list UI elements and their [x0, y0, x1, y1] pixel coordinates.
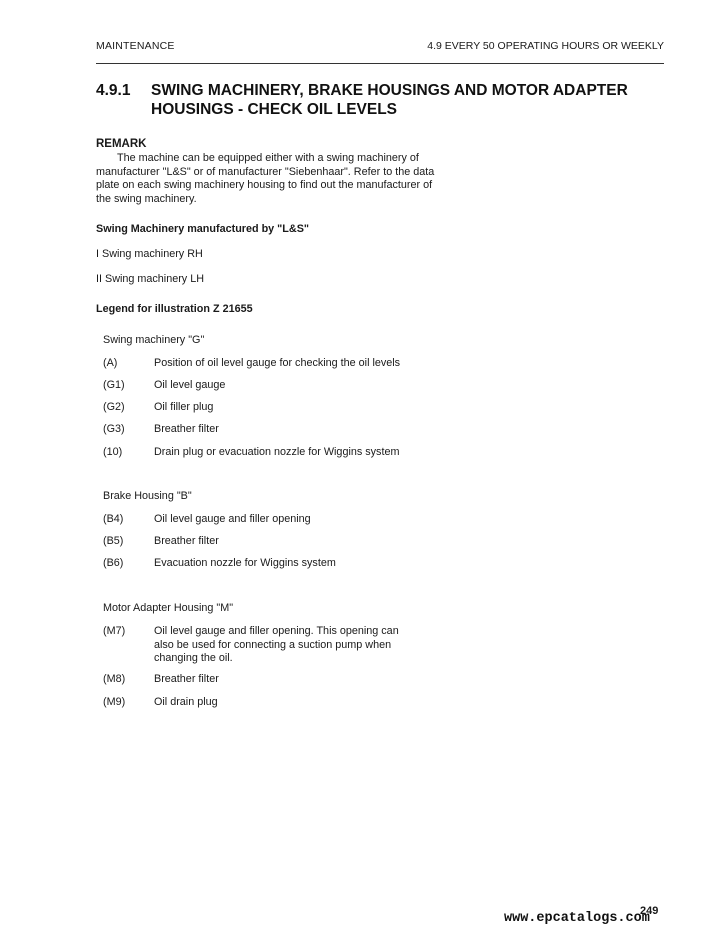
swing-machinery-lh: II Swing machinery LH	[96, 273, 205, 285]
legend-code: (G3)	[103, 423, 125, 435]
legend-code: (B5)	[103, 535, 124, 547]
legend-group-title-b: Brake Housing "B"	[103, 490, 192, 502]
title-number: 4.9.1	[96, 82, 131, 99]
legend-code: (M9)	[103, 696, 126, 708]
legend-group-title-m: Motor Adapter Housing "M"	[103, 602, 234, 614]
legend-code: (B4)	[103, 513, 124, 525]
legend-code: (G1)	[103, 379, 125, 391]
legend-code: (M8)	[103, 673, 126, 685]
legend-code: (10)	[103, 446, 123, 458]
legend-desc: Breather filter	[154, 535, 219, 547]
swing-machinery-heading: Swing Machinery manufactured by "L&S"	[96, 223, 310, 235]
page-title	[96, 81, 676, 119]
legend-desc: Oil level gauge and filler opening. This opening can also be used for connecting a suction pump when changing the oil.	[154, 625, 399, 664]
header-section-label: MAINTENANCE	[96, 40, 175, 52]
legend-code: (B6)	[103, 557, 124, 569]
legend-desc: Position of oil level gauge for checking the oil levels	[154, 357, 401, 369]
legend-desc: Oil filler plug	[154, 401, 214, 413]
legend-desc: Oil drain plug	[154, 696, 218, 708]
legend-desc: Evacuation nozzle for Wiggins system	[154, 557, 336, 569]
legend-code: (A)	[103, 357, 118, 369]
legend-desc: Breather filter	[154, 423, 219, 435]
legend-code: (M7)	[103, 625, 126, 637]
legend-desc: Oil level gauge	[154, 379, 226, 391]
header-divider	[96, 63, 664, 64]
remark-body: The machine can be equipped either with a swing machinery of manufacturer "L&S" or of manufacturer "Siebenhaar". Refer to the data plate on each swing machinery housing to find out the manufacturer of the swing machinery.	[96, 152, 435, 205]
remark-heading: REMARK	[96, 138, 147, 150]
swing-machinery-rh: I Swing machinery RH	[96, 248, 203, 260]
legend-heading: Legend for illustration Z 21655	[96, 303, 253, 315]
legend-desc: Breather filter	[154, 673, 219, 685]
legend-group-title-g: Swing machinery "G"	[103, 334, 205, 346]
header-chapter-label: 4.9 EVERY 50 OPERATING HOURS OR WEEKLY	[427, 40, 664, 52]
watermark-text: www.epcatalogs.com	[504, 911, 650, 926]
legend-desc: Drain plug or evacuation nozzle for Wiggins system	[154, 446, 400, 458]
page-number: 249	[640, 905, 659, 917]
legend-code: (G2)	[103, 401, 125, 413]
legend-desc: Oil level gauge and filler opening	[154, 513, 311, 525]
title-text: SWING MACHINERY, BRAKE HOUSINGS AND MOTOR ADAPTER HOUSINGS - CHECK OIL LEVELS	[151, 82, 628, 118]
